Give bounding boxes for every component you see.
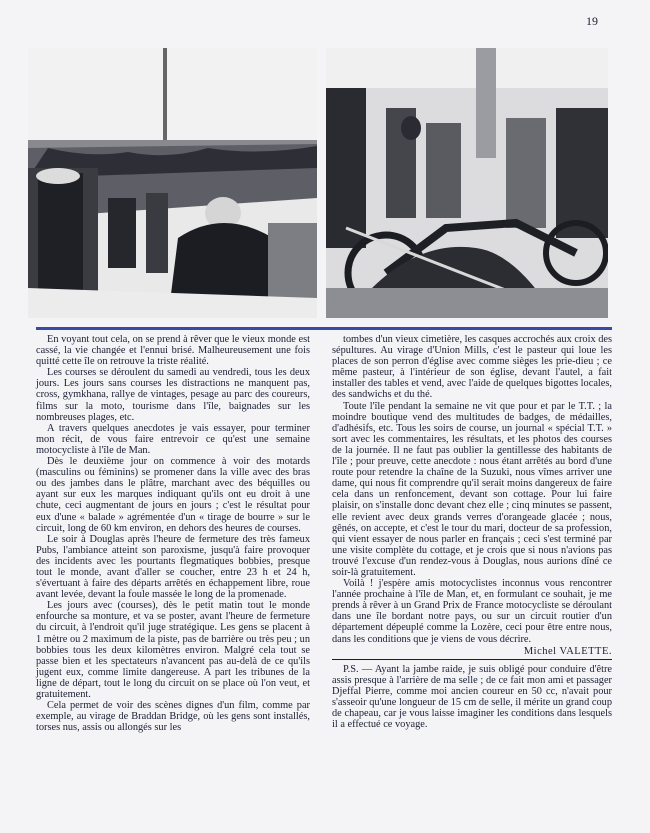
paragraph: tombes d'un vieux cimetière, les casques accrochés aux croix des sépultures. Au virage d'Union Mills, c'est le pasteur qui loue les places de son perron d'église avec comme sièges les prie-dieu ; ce même pasteur, à l'intérieur de son église, devant l'autel, a fait installer des tables et vend, avec l'aide de quelques bigottes locales, des sandwichs et du thé.	[332, 334, 612, 401]
paragraph: En voyant tout cela, on se prend à rêver que le vieux monde est cassé, la vie changée et l'ennui brisé. Malheureusement une fois quitté cette île on retrouve la triste réalité.	[36, 334, 310, 368]
paragraph: Cela permet de voir des scènes dignes d'un film, comme par exemple, au virage de Braddan Bridge, où les gens sont installés, torses nus, assis ou allongés sur les	[36, 700, 310, 734]
author-signature: Michel VALETTE.	[523, 645, 612, 657]
postscript: P.S. — Ayant la jambe raide, je suis obligé pour conduire d'être assis presque à l'arrière de ma selle ; de ce fait mon ami et passager Djeffal Pierre, comme moi ancien coureur en 50 cc, n'avait pour s'asseoir qu'une longueur de 15 cm de selle, il mérite un grand coup de chapeau, car je vous laisse imaginer les conditions dans lesquels il a effectué ce voyage.	[332, 663, 612, 731]
motorcycles-photo-icon	[326, 48, 608, 318]
text-column-left	[36, 334, 310, 733]
section-divider	[36, 327, 612, 330]
motorcycles-photo-image	[326, 48, 608, 318]
crowd-photo-image	[28, 48, 317, 318]
paragraph: Voilà ! j'espère amis motocyclistes inconnus vous rencontrer l'année prochaine à l'île de Man, et, en formulant ce souhait, je me prends à rêver à un Grand Prix de France motocycliste se déroulant dans une île bordant notre pays, ou sur un circuit routier d'un département dépeuplé comme la Lozère, ceci pour être entre nous, dans les conditions que je viens de vous décrire.	[332, 578, 612, 645]
paragraph: Le soir à Douglas après l'heure de fermeture des très fameux Pubs, l'ambiance atteint son paroxisme, jusqu'à faire provoquer des incidents avec les pourtants flegmatiques bobbies, presque tout le monde, avant d'aller se coucher, entre 23 h et 24 h, s'évertuant à faire des départs arrêtés en échappement libre, roue avant levée, devant la foule massée le long de la promenade.	[36, 533, 310, 601]
paragraph: Toute l'île pendant la semaine ne vit que pour et par le T.T. ; la moindre boutique vend des multitudes de badges, de médailles, d'adhésifs, etc. Tous les soirs de course, un journal « spécial T.T. » sort avec les commentaires, les résultats, et les photos des courses de la journée. Il ne faut pas oublier la gentillesse des habitants de l'île ; pour preuve, cette anecdote : nous étant arrêtés au bord d'une route pour retendre la chaîne de la Suzuki, nous vîmes arriver une dame, qui nous fit comprendre qu'il serait moins dangereux de faire cela dans un renfoncement, devant son cottage. Pour lui faire plaisir, on s'installe donc devant chez elle ; cinq minutes se passent, elle revient avec deux grands verres d'orangeade glacée ; nous, gênés, on accepte, et c'est le tour du mari, docteur de sa profession, qui vient essayer de nous parler en français ; ceci s'est terminé par une visite complète du cottage, et je crois que si nous n'avions pas trouvé l'excuse d'un rendez-vous à Douglas, nous aurions dîné ce soir-là gratuitement.	[332, 400, 612, 578]
paragraph: Les jours avec (courses), dès le petit matin tout le monde enfourche sa monture, et va se poster, avant l'heure de fermeture du circuit, à l'endroit qu'il juge stratégique. Les gens se placent à 1 mètre ou 2 maximum de la piste, pas de barrière ou très peu ; un bobbies tous les deux kilomètres environ. Malgré cela tout se passe bien et les spectateurs n'avancent pas au-delà de ce qu'ils jugent eux, comme limite dangereuse. A part les tribunes de la ligne de départ, tout le long du circuit on se place où l'on veut, et gratuitement.	[36, 600, 310, 700]
page-number: 19	[586, 14, 598, 28]
paragraph: Les courses se déroulent du samedi au vendredi, tous les deux jours. Les jours sans courses les distractions ne manquent pas, cross, gymkhana, rallye de vintages, pesage au parc des coureurs, films sur la moto, tourisme dans l'île, baignades sur les nombreuses plages, etc.	[36, 367, 310, 423]
paragraph: A travers quelques anecdotes je vais essayer, pour terminer mon récit, de vous faire entrevoir ce qu'est une semaine motocycliste à l'île de Man.	[36, 422, 310, 456]
crowd-photo-icon	[28, 48, 317, 318]
signature-divider	[332, 659, 612, 660]
paragraph: Dès le deuxième jour on commence à voir des motards (masculins ou féminins) se promener dans la ville avec des bras ou des jambes dans le plâtre, marchant avec des béquilles ou ayant sur eux les marques indiquant qu'ils ont eu droit à une chute, ceci augmentant de jours en jours ; c'est le résultat pour eux d'une « balade » agrémentée d'un « tirage de bourre » sur le circuit, long de 60 km environ, en dehors des heures de courses.	[36, 456, 310, 534]
text-column-right	[332, 334, 612, 730]
